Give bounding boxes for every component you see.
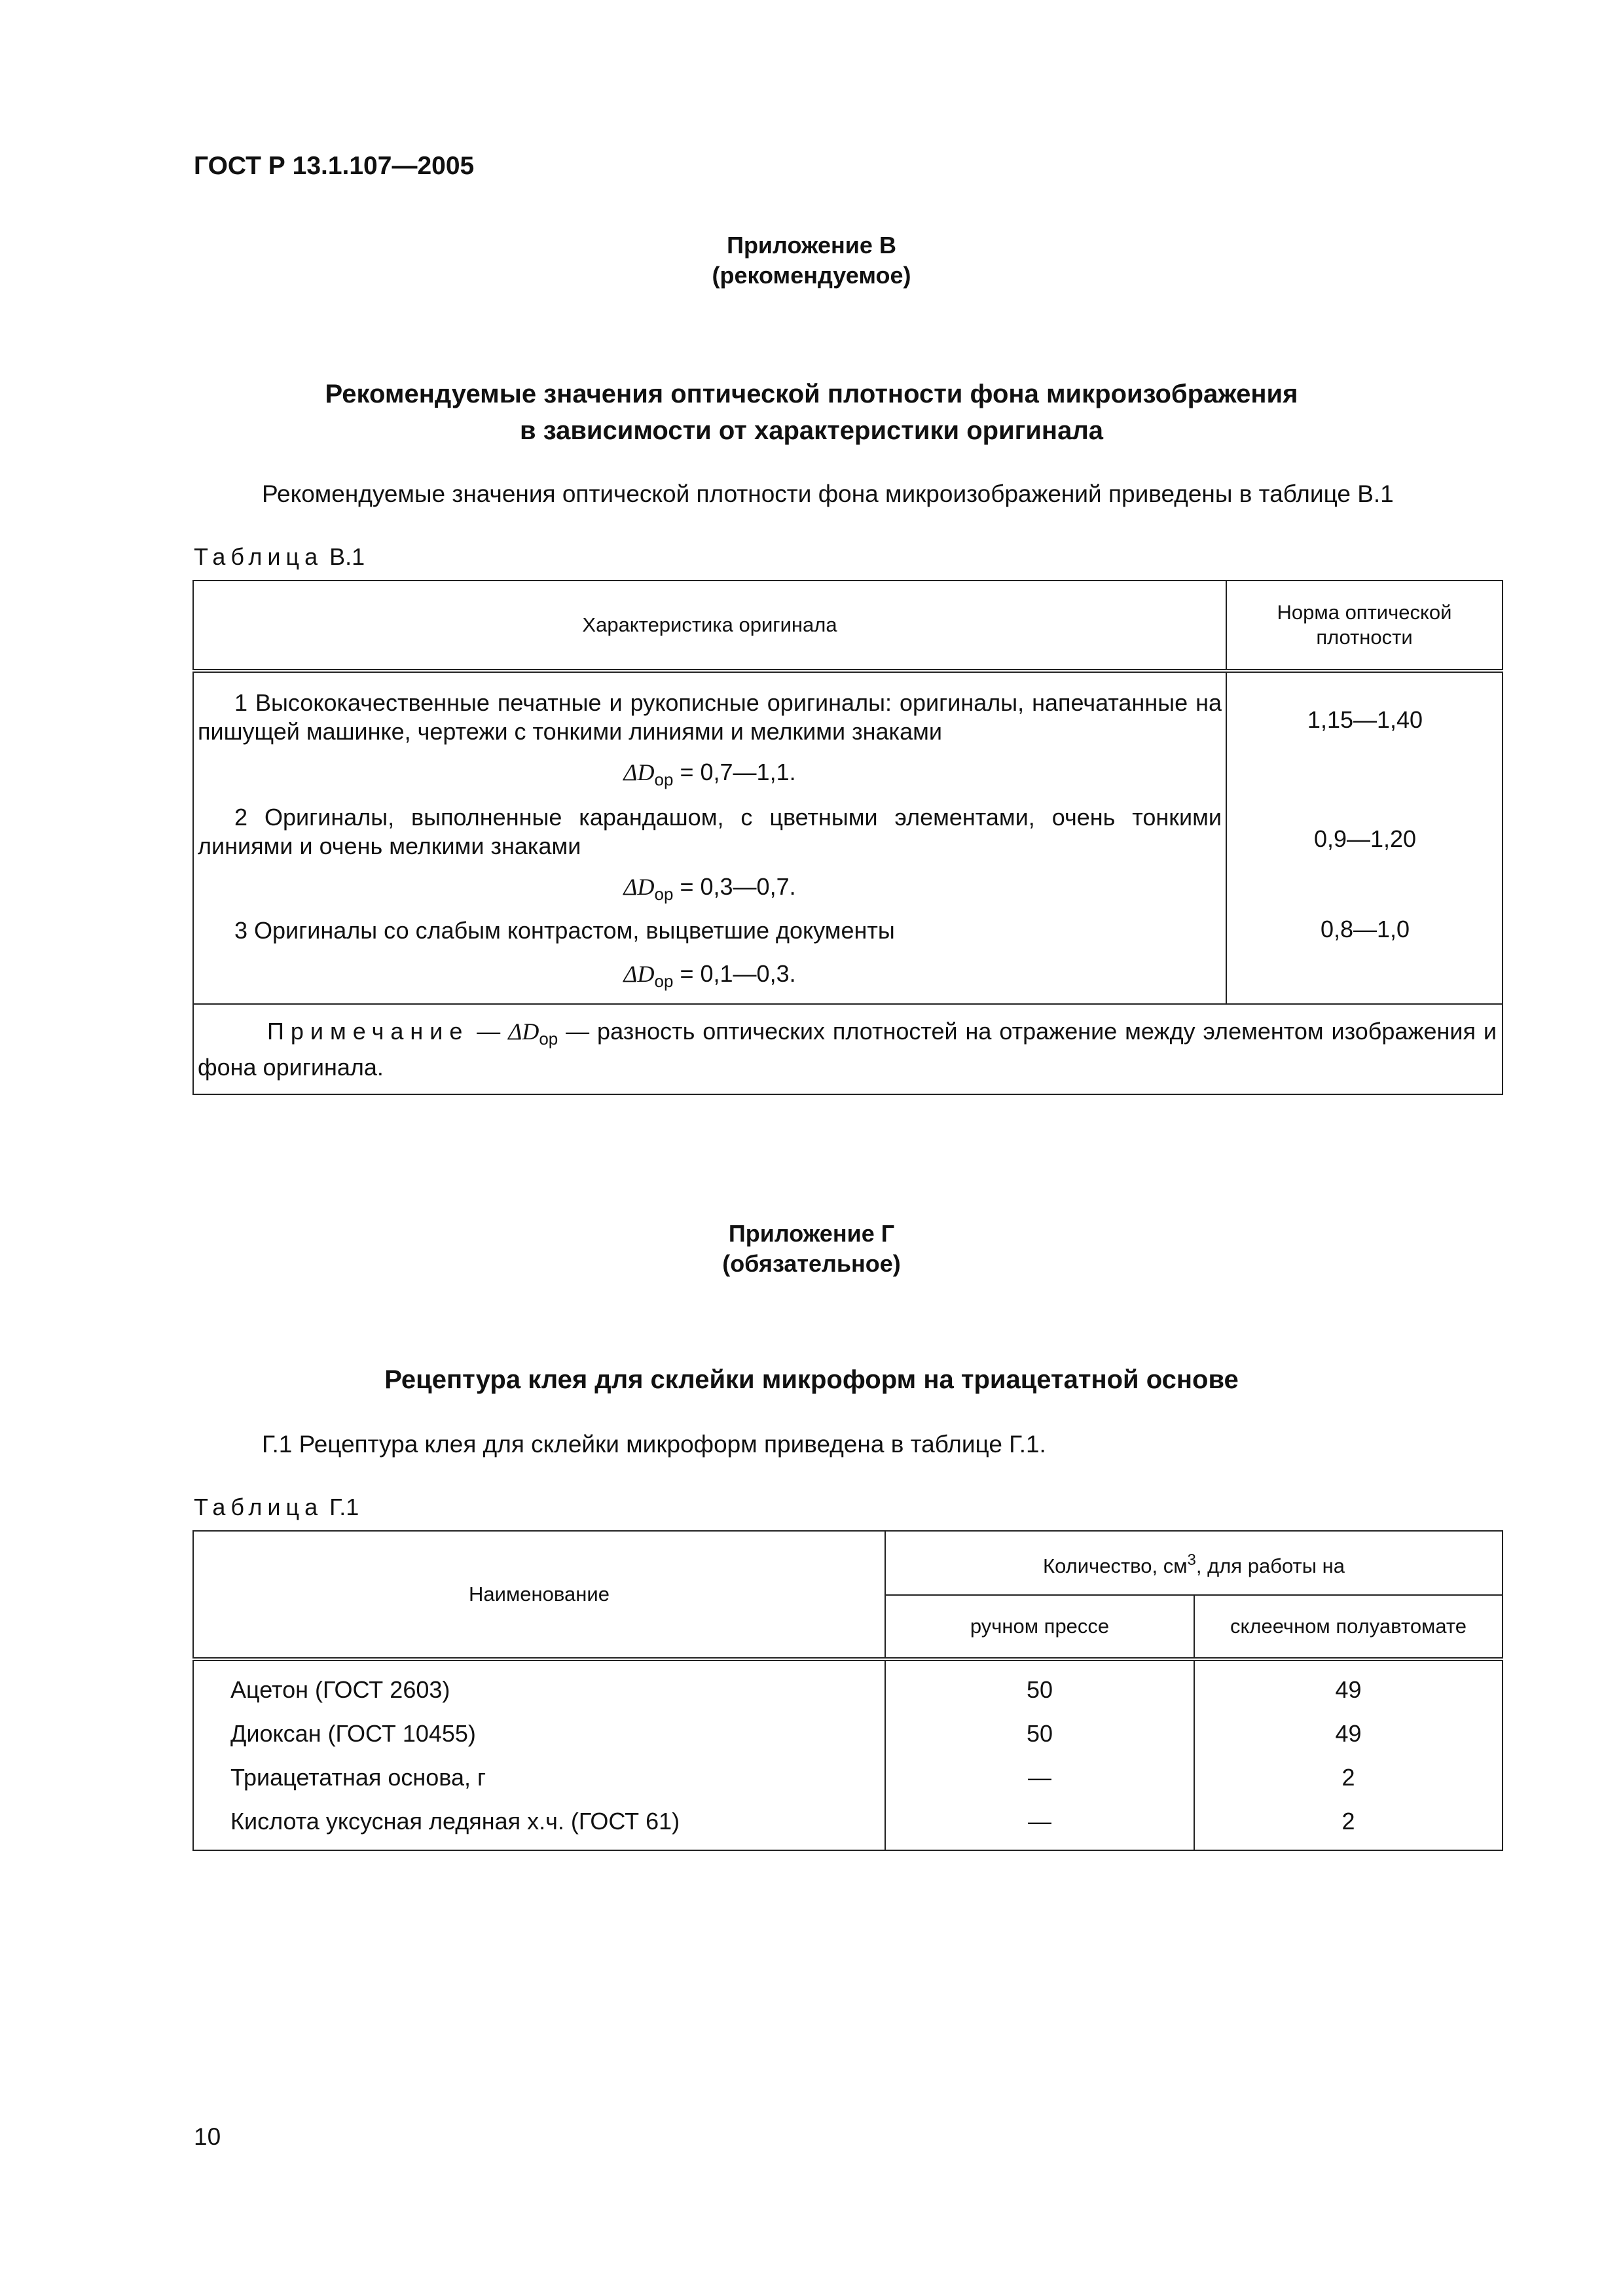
document-code: ГОСТ Р 13.1.107—2005 bbox=[194, 152, 475, 180]
annex-v-title-line1: Рекомендуемые значения оптической плотности фона микроизображения bbox=[325, 380, 1298, 408]
page-number: 10 bbox=[194, 2123, 221, 2150]
table-v1 bbox=[192, 580, 1503, 1095]
table-g1 bbox=[192, 1530, 1503, 1851]
table-g1-header-manual-press: ручном прессе bbox=[885, 1595, 1194, 1659]
table-v1-header-density: Норма оптической плотности bbox=[1226, 581, 1503, 671]
table-caption-number: Г.1 bbox=[329, 1494, 359, 1520]
annex-v-intro: Рекомендуемые значения оптической плотности фона микроизображений приведены в таблице В.1 bbox=[262, 480, 1394, 507]
table-row-3-text: 3 Оригиналы со слабым контрастом, выцветшие документы bbox=[234, 917, 895, 944]
annex-g-intro: Г.1 Рецептура клея для склейки микроформ приведена в таблице Г.1. bbox=[262, 1431, 1046, 1458]
table-v1-values-cell bbox=[1226, 671, 1503, 1004]
table-g1-names-cell bbox=[193, 1659, 885, 1850]
table-row-1-formula: $\Delta D_{ор}$ = 0,7—1,1. bbox=[623, 759, 796, 789]
table-cell: — bbox=[1028, 1808, 1051, 1835]
table-row-3-formula: $\Delta D_{ор}$ = 0,1—0,3. bbox=[623, 960, 796, 991]
table-g1-manual-cell bbox=[885, 1659, 1194, 1850]
table-v1-header-characteristic: Характеристика оригинала bbox=[193, 581, 1226, 671]
table-row: Диоксан (ГОСТ 10455) bbox=[230, 1720, 476, 1747]
table-g1-header-name: Наименование bbox=[193, 1531, 885, 1659]
table-v1-characteristics-cell bbox=[193, 671, 1226, 1004]
annex-g-status: (обязательное) bbox=[722, 1250, 901, 1277]
table-row-2-text: 2 Оригиналы, выполненные карандашом, с цветными элементами, очень тонкими линиями и очень мелкими знаками bbox=[198, 804, 1222, 859]
table-cell: 49 bbox=[1335, 1676, 1362, 1703]
table-row: Кислота уксусная ледяная х.ч. (ГОСТ 61) bbox=[230, 1808, 680, 1835]
table-cell: 50 bbox=[1026, 1720, 1053, 1747]
table-v1-caption bbox=[194, 543, 365, 571]
table-g1-header-quantity: Количество, $см^3$, для работы на bbox=[885, 1531, 1503, 1595]
annex-v-title-line2: в зависимости от характеристики оригинала bbox=[520, 416, 1103, 445]
table-g1-caption bbox=[194, 1494, 359, 1521]
note-formula-symbol: ΔD bbox=[508, 1018, 539, 1045]
note-text: — разность оптических плотностей на отражение между элементом изображения и фона оригинала. bbox=[198, 1017, 1497, 1081]
table-cell: 2 bbox=[1341, 1808, 1355, 1835]
annex-v-label: Приложение В bbox=[727, 232, 896, 259]
table-row: Ацетон (ГОСТ 2603) bbox=[230, 1676, 450, 1703]
table-row-2-formula: $\Delta D_{ор}$ = 0,3—0,7. bbox=[623, 873, 796, 904]
annex-v-status: (рекомендуемое) bbox=[712, 262, 911, 289]
annex-g-label: Приложение Г bbox=[728, 1220, 895, 1247]
table-row-1-text: 1 Высококачественные печатные и рукописные оригиналы: оригиналы, напечатанные на пишущей машинке, чертежи с тонкими линиями и мелкими знаками bbox=[198, 689, 1222, 745]
table-caption-word: Таблица bbox=[194, 543, 323, 570]
note-label: Примечание bbox=[267, 1017, 469, 1045]
table-cell: 49 bbox=[1335, 1720, 1362, 1747]
table-v1-note: Примечание — $\Delta D_{ор}$ — разность оптических плотностей на отражение между элементом изображения и фона оригинала. bbox=[193, 1004, 1503, 1094]
table-row-3-value: 0,8—1,0 bbox=[1320, 916, 1410, 942]
table-g1-header-semi-auto: склеечном полуавтомате bbox=[1194, 1595, 1503, 1659]
table-cell: — bbox=[1028, 1764, 1051, 1791]
table-caption-word: Таблица bbox=[194, 1494, 323, 1520]
table-row: Триацетатная основа, г bbox=[230, 1764, 486, 1791]
annex-g-title: Рецептура клея для склейки микроформ на триацетатной основе bbox=[384, 1365, 1239, 1394]
table-row-1-value: 1,15—1,40 bbox=[1307, 706, 1423, 733]
table-cell: 50 bbox=[1026, 1676, 1053, 1703]
table-g1-semi-auto-cell bbox=[1194, 1659, 1503, 1850]
table-cell: 2 bbox=[1341, 1764, 1355, 1791]
table-row-2-value: 0,9—1,20 bbox=[1313, 825, 1417, 852]
table-caption-number: В.1 bbox=[329, 543, 365, 570]
